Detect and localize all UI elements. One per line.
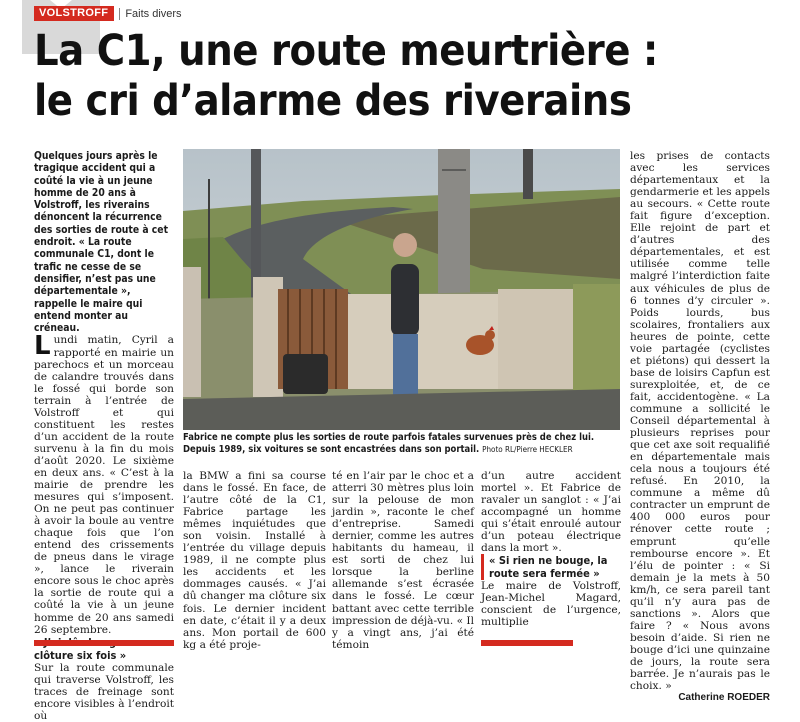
footer-strip-right [481, 640, 573, 646]
column-4 [481, 470, 621, 629]
column-3 [332, 470, 474, 651]
column-3-text: té en l’air par le choc et a atterri 30 mètres plus loin sur la pelouse de mon jardin », raconte le chef d’entreprise. Samedi dernier, comme les autres habitants du hameau, il est sorti de chez lui lorsque la berline allemande s’est écrasée dans le fossé. Le cœur battant avec cette terrible impression de déjà-vu. « Il y a vingt ans, j’ai été témoin [332, 470, 474, 651]
column-4-text-b: Le maire de Volstroff, Jean-Michel Magard, conscient de l’urgence, multiplie [481, 580, 621, 629]
column-5-text: les prises de contacts avec les services départementaux et la gendarmerie et les appels au secours. « Cette route fait figure d’exception. Elle rejoint de part et d’autres des départementales, et est utilisée comme telle malgré l’interdiction faite aux véhicules de plus de 6 tonnes d’y circuler ». Poids lourds, bus scolaires, frontaliers aux heures de pointe, cette voie partagée (cyclistes et piétons) qui dessert la base de loisirs Capfun est surexploitée, et, de ce fait, accidentogène. « La commune a sollicité le Conseil départemental à plusieurs reprises pour que cet axe soit requalifié en départementale mais cela nous a toujours été refusé. En 2010, la commune a même dû contracter un emprunt de 400 000 euros pour rénover cette route ; emprunt qu’elle rembourse encore ». Et l’élu de pointer : « Si demain je la mets à 50 km/h, ce sera pareil tant qu’il n’y aura pas de sanctions ». Alors que faire ? « Nous avons besoin d’aide. Si rien ne bouge d’ici une quinzaine de jours, la route sera barrée. Je n’aurais pas le choix. » [630, 150, 770, 693]
paragraph-2: Sur la route communale qui traverse Volstroff, les traces de freinage sont encore visibles à l’endroit où [34, 661, 174, 722]
photo-credit: Photo RL/Pierre HECKLER [482, 444, 573, 454]
headline-line-1: La C1, une route meurtrière : [34, 26, 658, 76]
chapeau: Quelques jours après le tragique accident qui a coûté la vie à un jeune homme de 20 ans à Volstroff, les riverains dénoncent la récurrence des sorties de route à cet endroit. « La route communale C1, dont le trafic ne cesse de se densifier, n’est pas une départementale », rappelle le maire qui entend monter au créneau. [34, 150, 169, 335]
column-4-text-a: d’un autre accident mortel ». Et Fabrice de ravaler un sanglot : « J’ai accompagné un homme qui s’était enroulé autour d’un poteau électrique dans la mort ». [481, 470, 621, 555]
photo-caption [183, 432, 620, 456]
photo-illustration [183, 149, 620, 430]
kicker-divider [119, 8, 120, 20]
headline [34, 26, 794, 126]
author-signature: Catherine ROEDER [678, 692, 770, 704]
headline-line-2: le cri d’alarme des riverains [34, 76, 632, 126]
footer-strip-left [34, 640, 174, 646]
article-photo [183, 149, 620, 430]
column-1 [34, 150, 174, 722]
location-tag: VOLSTROFF [34, 6, 114, 21]
caption-text: Fabrice ne compte plus les sorties de route parfois fatales survenues près de chez lui. Depuis 1989, six voitures se sont encastrées dans son portail. [183, 432, 595, 455]
paragraph-1 [34, 331, 174, 636]
kicker [34, 6, 182, 21]
column-5 [630, 150, 770, 704]
paragraph-1-text: undi matin, Cyril a rapporté en mairie un parechocs et un morceau de calandre trouvés dans le fossé qui borde son terrain à l’entrée de Volstroff et qui constituent les restes d’un accident de la route survenu à la fin du mois d’août 2020. Le sixième en deux ans. « C’est à la mairie de prendre les mesures qui s’imposent. On ne peut pas continuer à avoir la boule au ventre chaque fois que l’on entend des crissements de pneus dans le virage », lance le riverain encore sous le choc après la sortie de route qui a coûté la vie à un jeune homme de 20 ans samedi 26 septembre. [34, 334, 174, 636]
pull-quote: « Si rien ne bouge, la route sera fermée » [481, 554, 621, 580]
drop-cap: L [34, 331, 51, 362]
intertitle: clôture six fois » [34, 648, 127, 662]
column-2-text: la BMW a fini sa course dans le fossé. En face, de l’autre côté de la C1, Fabrice partage les mêmes inquiétudes que son voisin. Installé à l’entrée du village depuis 1989, il ne compte plus les accidents et les dommages causés. « J’ai dû changer ma clôture six fois. Le dernier incident en date, c’était il y a deux ans. Mon portail de 600 kg a été proje- [183, 470, 326, 651]
column-2 [183, 470, 326, 651]
section-category: Faits divers [125, 7, 182, 20]
